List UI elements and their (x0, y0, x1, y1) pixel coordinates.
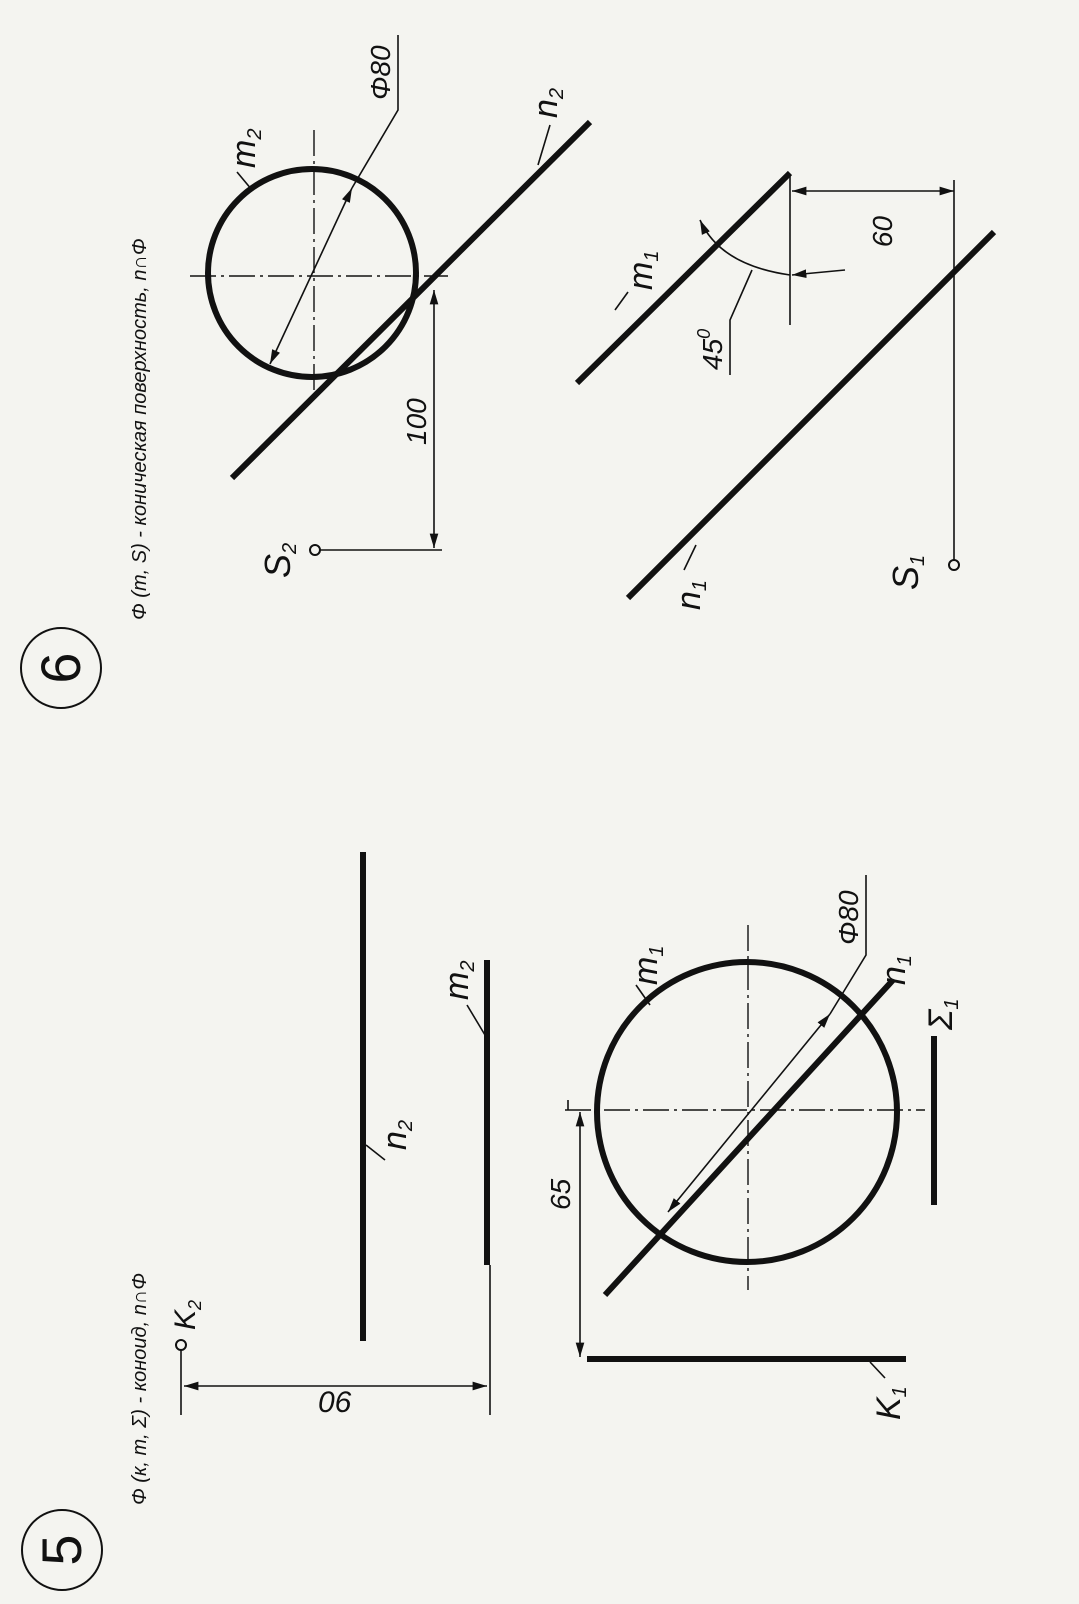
task5-k1-leader (870, 1362, 885, 1378)
task6-line-m1 (577, 173, 790, 383)
task6-s1-label: S1 (885, 554, 929, 590)
task6-angle-arrow2 (792, 270, 845, 275)
task6-diameter-label: Φ80 (365, 45, 396, 100)
task6-angle-leader (730, 270, 752, 375)
task5-k2-label: $K_2$ (169, 1299, 205, 1330)
task5-65-label: 65 (545, 1178, 576, 1210)
task6-number: 6 (29, 652, 92, 684)
task5-k1-label: K1 (870, 1386, 911, 1420)
task6-line-n1 (628, 232, 994, 598)
task6-100-label: 100 (401, 398, 432, 445)
task6-n1-label: n1 (670, 579, 711, 610)
task6-point-s2 (310, 545, 320, 555)
task5-line-n1 (605, 980, 893, 1295)
task5-diameter-dim-line (668, 1014, 830, 1212)
task5-number: 5 (30, 1534, 93, 1566)
task6-60-label: 09 (867, 215, 898, 247)
task6-s2-label: S2 (257, 542, 301, 578)
task6-angle-label: $45^0$ (694, 328, 728, 370)
task6-point-s1 (949, 560, 959, 570)
task5-title: Φ (к, m, Σ) - коноид, n∩Φ (129, 1273, 151, 1505)
task5-m1-label: m1 (627, 945, 668, 985)
task6-m2-label: m2 (225, 128, 266, 168)
task5-sigma1-label: Σ1 (922, 998, 963, 1030)
task6-n2-label: n2 (527, 87, 568, 118)
task6-n2-leader (538, 125, 550, 165)
task6-n1-leader (684, 545, 696, 570)
task5-n1-label: n1 (875, 954, 916, 985)
task5-90-label: 06 (318, 1386, 352, 1419)
task5-diameter-label: Φ80 (833, 890, 864, 945)
task6-title: Φ (m, S) - коническая поверхность, n∩Φ (129, 238, 151, 620)
task5-point-k2 (176, 1340, 186, 1350)
task5-m2-leader (467, 1005, 485, 1035)
task5-m2-label: m2 (438, 960, 479, 1000)
task6-m1-label: m1 (622, 250, 663, 290)
task5-n2-label: n2 (376, 1119, 417, 1150)
task5-circle-m1 (597, 962, 897, 1262)
task5-number-circle (22, 1510, 102, 1590)
task6-number-circle (21, 628, 101, 708)
task6-m2-leader (237, 172, 252, 190)
task6-m1-leader (615, 292, 628, 310)
